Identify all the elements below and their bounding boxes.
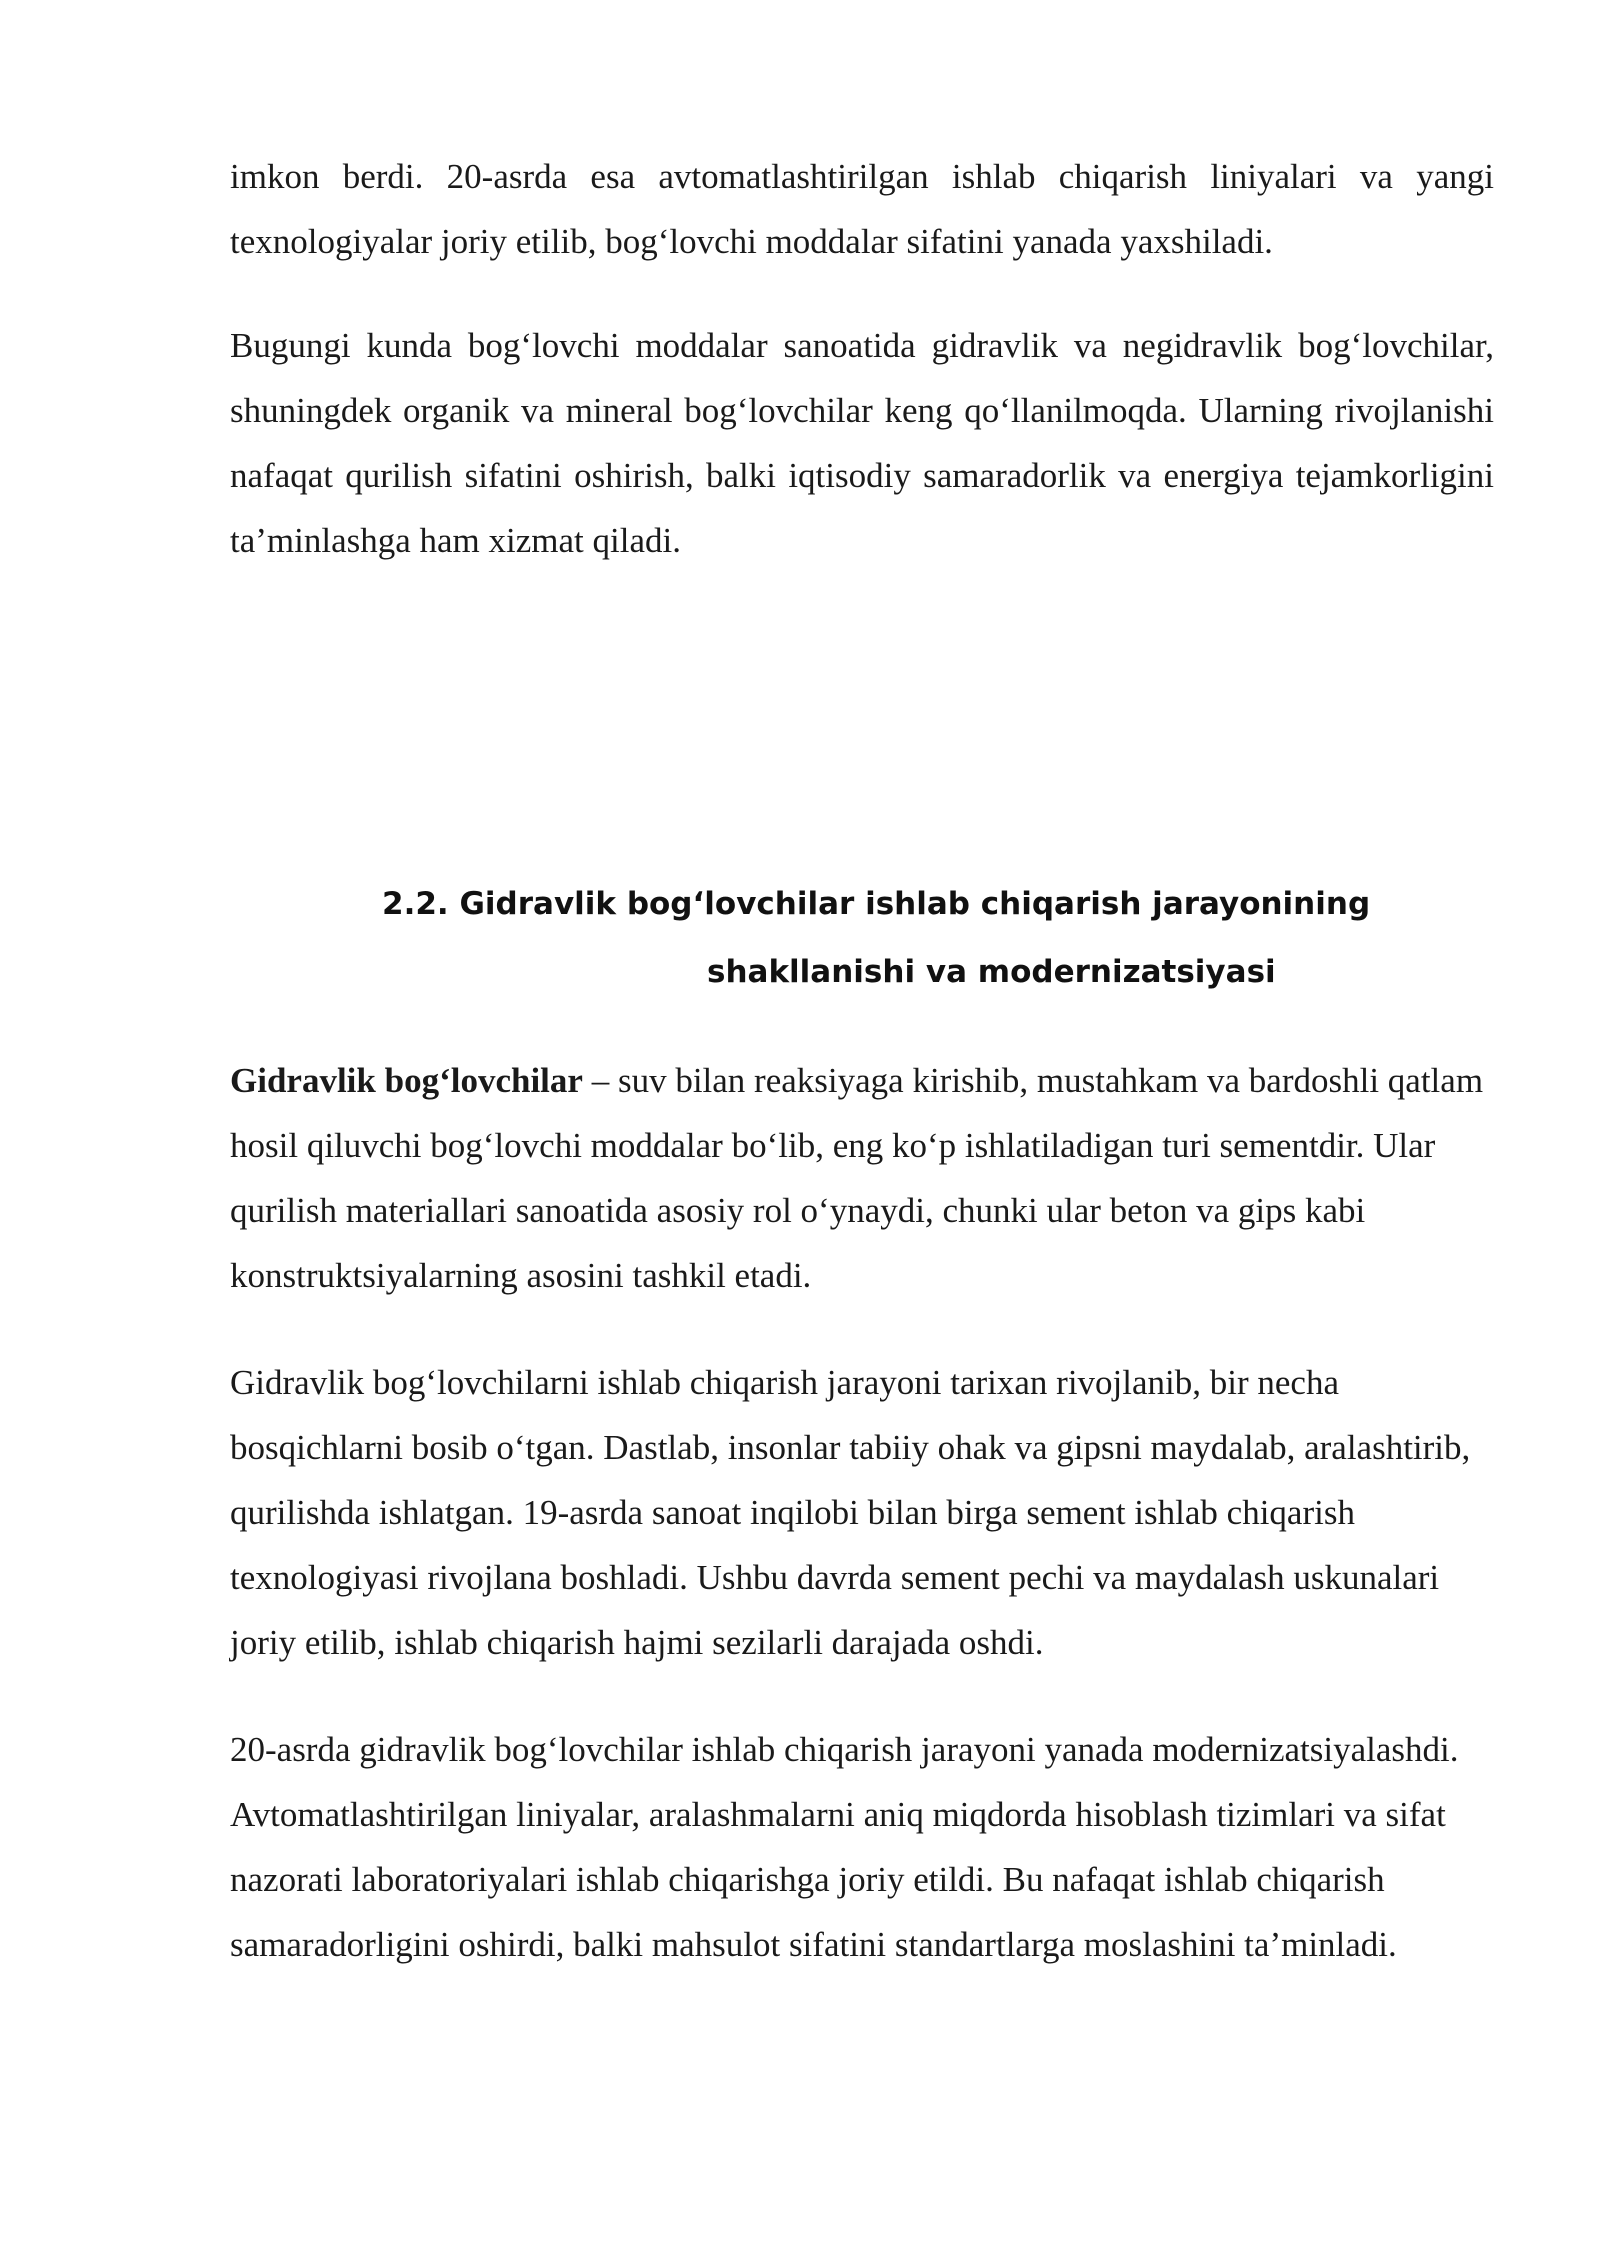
paragraph-bugungi: Bugungi kunda bog‘lovchi moddalar sanoatida gidravlik va negidravlik bog‘lovchilar, shuningdek organik va mineral bog‘lovchilar keng qo‘llanilmoqda. Ularning rivojlanishi nafaqat qurilish sifatini oshirish, balki iqtisodiy samaradorlik va energiya tejamkorligini ta’minlashga ham xizmat qiladi. xyxy=(230,326,1494,560)
section-heading-line-2: shakllanishi va modernizatsiyasi xyxy=(707,954,1276,990)
paragraph-gidravlik-modernization: 20-asrda gidravlik bog‘lovchilar ishlab chiqarish jarayoni yanada modernizatsiyalashdi. Avtomatlashtirilgan liniyalar, aralashmalarni aniq miqdorda hisoblash tizimlari va sifat nazorati laboratoriyalari ishlab chiqarishga joriy etildi. Bu nafaqat ishlab chiqarish samaradorligini oshirdi, balki mahsulot sifatini standartlarga moslashini ta’minladi. xyxy=(230,1730,1459,1964)
paragraph-intro-continuation: imkon berdi. 20-asrda esa avtomatlashtirilgan ishlab chiqarish liniyalari va yangi texnologiyalar joriy etilib, bog‘lovchi moddalar sifatini yanada yaxshiladi. xyxy=(230,157,1494,261)
definition-text: – suv bilan reaksiyaga kirishib, mustahkam va bardoshli qatlam hosil qiluvchi bog‘lovchi moddalar bo‘lib, eng ko‘p ishlatiladigan turi sementdir. Ular qurilish materiallari sanoatida asosiy rol o‘ynaydi, chunki ular beton va gips kabi konstruktsiyalarning asosini tashkil etadi. xyxy=(230,1061,1484,1295)
paragraph-gidravlik-definition xyxy=(230,1048,1494,1308)
section-heading-line-1: 2.2. Gidravlik bog‘lovchilar ishlab chiqarish jarayonining xyxy=(382,886,1371,922)
paragraph-gidravlik-history: Gidravlik bog‘lovchilarni ishlab chiqarish jarayoni tarixan rivojlanib, bir necha bosqichlarni bosib o‘tgan. Dastlab, insonlar tabiiy ohak va gipsni maydalab, aralashtirib, qurilishda ishlatgan. 19-asrda sanoat inqilobi bilan birga sement ishlab chiqarish texnologiyasi rivojlana boshladi. Ushbu davrda sement pechi va maydalash uskunalari joriy etilib, ishlab chiqarish hajmi sezilarli darajada oshdi. xyxy=(230,1363,1471,1662)
defined-term: Gidravlik bog‘lovchilar xyxy=(230,1061,583,1100)
